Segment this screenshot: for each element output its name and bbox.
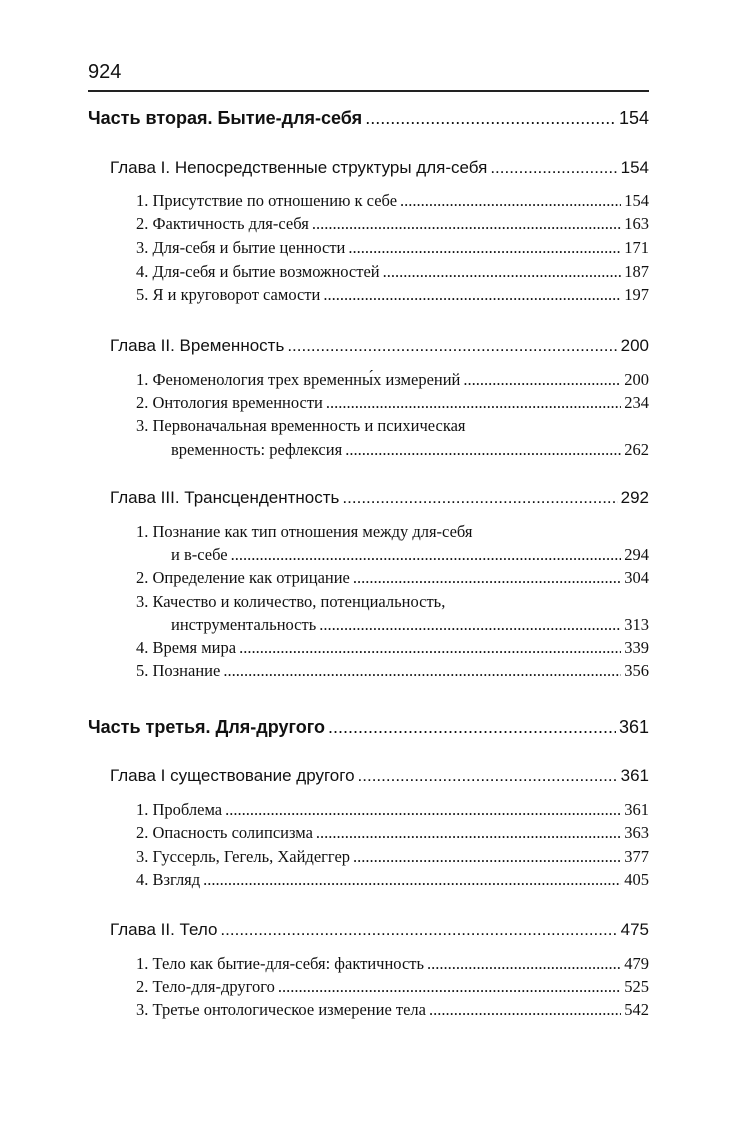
toc-page-number: 542 (624, 1000, 649, 1019)
dot-leader (223, 660, 621, 682)
dot-leader (225, 799, 621, 821)
toc-section-entry[interactable] (136, 660, 649, 682)
toc-section-title: 3. Для-себя и бытие ценности (136, 238, 346, 257)
toc-chapter-title: Глава III. Трансцендентность (110, 488, 340, 507)
dot-leader (427, 953, 621, 975)
toc-chapter-heading[interactable] (110, 156, 649, 180)
toc-page-number: 363 (624, 823, 649, 842)
toc-page-number: 154 (618, 108, 649, 128)
toc-page-number: 339 (624, 638, 649, 657)
toc-chapter-title: Глава II. Тело (110, 920, 218, 939)
toc-page-number: 313 (624, 615, 649, 634)
toc-page-number: 479 (624, 954, 649, 973)
toc-page-number: 197 (624, 285, 649, 304)
toc-section-entry[interactable] (136, 999, 649, 1021)
dot-leader (400, 190, 621, 212)
toc-section-title: 3. Гуссерль, Гегель, Хайдеггер (136, 847, 351, 866)
toc-section-entry[interactable] (136, 261, 649, 283)
toc-page-number: 356 (624, 661, 649, 680)
toc-section-title: 2. Фактичность для-себя (136, 214, 309, 233)
page-number: 924 (88, 61, 122, 83)
toc-section-title: и в-себе (171, 545, 228, 564)
toc-page-number: 163 (624, 214, 649, 233)
toc-section-entry[interactable] (171, 614, 649, 636)
toc-part-title: Часть вторая. Бытие-для-себя (88, 108, 363, 128)
toc-section-entry[interactable] (136, 237, 649, 259)
dot-leader (383, 261, 622, 283)
dot-leader (203, 869, 621, 891)
toc-section-entry[interactable] (171, 439, 649, 461)
dot-leader (239, 637, 621, 659)
toc-section-entry[interactable] (136, 284, 649, 306)
toc-chapter-heading[interactable] (110, 486, 649, 510)
toc-section-entry[interactable] (136, 213, 649, 235)
toc-part-heading[interactable] (88, 106, 649, 130)
dot-leader (323, 284, 621, 306)
toc-page-number: 171 (624, 238, 649, 257)
toc-chapter-heading[interactable] (110, 918, 649, 942)
toc-section-title: инструментальность (171, 615, 317, 634)
dot-leader (287, 334, 617, 358)
toc-page-number: 361 (624, 800, 649, 819)
toc-page-number: 405 (624, 870, 649, 889)
toc-section-title: 4. Время мира (136, 638, 237, 657)
header-rule (88, 90, 649, 92)
toc-section-entry[interactable] (136, 637, 649, 659)
toc-section-title: 1. Проблема (136, 800, 223, 819)
toc-page-number: 154 (624, 191, 649, 210)
toc-section-title: 2. Опасность солипсизма (136, 823, 313, 842)
toc-section-title: 4. Для-себя и бытие возможностей (136, 262, 380, 281)
toc-section-entry[interactable] (136, 976, 649, 998)
dot-leader (353, 846, 621, 868)
toc-page-number: 200 (620, 336, 649, 355)
dot-leader (328, 715, 616, 739)
dot-leader (319, 614, 621, 636)
dot-leader (316, 822, 621, 844)
toc-part-title: Часть третья. Для-другого (88, 717, 325, 737)
dot-leader (348, 237, 621, 259)
toc-section-title: 2. Онтология временности (136, 393, 323, 412)
toc-section-title: 2. Определение как отрицание (136, 568, 350, 587)
toc-section-title-line1[interactable]: 3. Качество и количество, потенциальность, (136, 592, 446, 611)
toc-section-title: временность: рефлексия (171, 440, 343, 459)
toc-page-number: 234 (624, 393, 649, 412)
toc-page-number: 292 (620, 488, 649, 507)
toc-section-title: 3. Третье онтологическое измерение тела (136, 1000, 426, 1019)
toc-chapter-title: Глава I существование другого (110, 766, 355, 785)
dot-leader (353, 567, 621, 589)
dot-leader (342, 486, 617, 510)
toc-chapter-heading[interactable] (110, 764, 649, 788)
toc-page-number: 200 (624, 370, 649, 389)
toc-page-number: 377 (624, 847, 649, 866)
toc-section-entry[interactable] (136, 822, 649, 844)
toc-section-entry[interactable] (136, 799, 649, 821)
toc-section-title: 5. Я и круговорот самости (136, 285, 321, 304)
toc-page-number: 475 (620, 920, 649, 939)
toc-section-entry[interactable] (136, 190, 649, 212)
dot-leader (358, 764, 618, 788)
dot-leader (231, 544, 622, 566)
toc-section-title: 1. Тело как бытие-для-себя: фактичность (136, 954, 425, 973)
toc-section-title: 1. Феноменология трех временны́х измерений (136, 370, 461, 389)
toc-page-number: 361 (620, 766, 649, 785)
toc-section-title: 5. Познание (136, 661, 221, 680)
toc-page-number: 361 (618, 717, 649, 737)
toc-chapter-title: Глава I. Непосредственные структуры для-себя (110, 158, 488, 177)
toc-section-title-line1[interactable]: 1. Познание как тип отношения между для-себя (136, 522, 473, 541)
dot-leader (326, 392, 621, 414)
toc-section-title: 1. Присутствие по отношению к себе (136, 191, 398, 210)
toc-chapter-title: Глава II. Временность (110, 336, 285, 355)
dot-leader (278, 976, 621, 998)
toc-section-entry[interactable] (136, 392, 649, 414)
toc-section-entry[interactable] (136, 846, 649, 868)
dot-leader (490, 156, 617, 180)
toc-section-title-line1[interactable]: 3. Первоначальная временность и психическая (136, 416, 466, 435)
dot-leader (345, 439, 621, 461)
dot-leader (429, 999, 621, 1021)
toc-section-entry[interactable] (171, 544, 649, 566)
toc-section-entry[interactable] (136, 953, 649, 975)
toc-section-entry[interactable] (136, 567, 649, 589)
toc-chapter-heading[interactable] (110, 334, 649, 358)
toc-page-number: 262 (624, 440, 649, 459)
toc-page-number: 187 (624, 262, 649, 281)
toc-section-title: 4. Взгляд (136, 870, 201, 889)
toc-section-title: 2. Тело-для-другого (136, 977, 275, 996)
dot-leader (365, 106, 616, 130)
toc-page-number: 294 (624, 545, 649, 564)
toc-section-entry[interactable] (136, 869, 649, 891)
dot-leader (220, 918, 617, 942)
dot-leader (463, 369, 621, 391)
toc-section-entry[interactable] (136, 369, 649, 391)
toc-part-heading[interactable] (88, 715, 649, 739)
toc-page-number: 304 (624, 568, 649, 587)
dot-leader (312, 213, 621, 235)
toc-page-number: 154 (620, 158, 649, 177)
toc-page-number: 525 (624, 977, 649, 996)
